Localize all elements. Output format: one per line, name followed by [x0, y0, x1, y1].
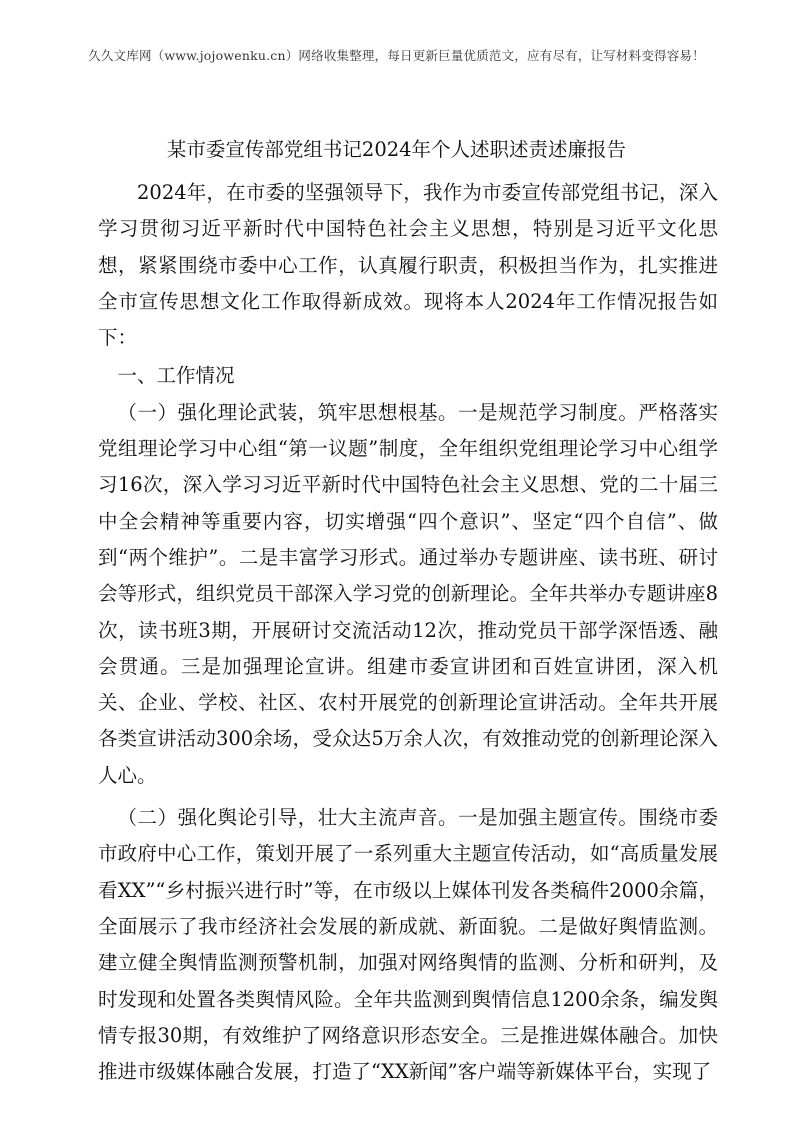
document-title: 某市委宣传部党组书记2024年个人述职述责述廉报告 — [166, 138, 627, 161]
paragraph-public-opinion: （二）强化舆论引导，壮大主流声音。一是加强主题宣传。围绕市委市政府中心工作，策划开展了一系列重大主题宣传活动，如“高质量发展看XX”“乡村振兴进行时”等，在市级以上媒体刊发各类稿件2000余篇，全面展示了我市经济社会发展的新成就、新面貌。二是做好舆情监测。建立健全舆情监测预警机制，加强对网络舆情的监测、分析和研判，及时发现和处置各类舆情风险。全年共监测到舆情信息1200余条，编发舆情专报30期，有效维护了网络意识形态安全。三是推进媒体融合。加快推进市级媒体融合发展，打造了“XX新闻”客户端等新媒体平台，实现了 — [98, 806, 718, 1084]
paragraph-theory-study: （一）强化理论武装，筑牢思想根基。一是规范学习制度。严格落实党组理论学习中心组“第一议题”制度，全年组织党组理论学习中心组学习16次，深入学习习近平新时代中国特色社会主义思想、党的二十届三中全会精神等重要内容，切实增强“四个意识”、坚定“四个自信”、做到“两个维护”。二是丰富学习形式。通过举办专题讲座、读书班、研讨会等形式，组织党员干部深入学习党的创新理论。全年共举办专题讲座8次，读书班3期，开展研讨交流活动12次，推动党员干部学深悟透、融会贯通。三是加强理论宣讲。组建市委宣讲团和百姓宣讲团，深入机关、企业、学校、社区、农村开展党的创新理论宣讲活动。全年共开展各类宣讲活动300余场，受众达5万余人次，有效推动党的创新理论深入人心。 — [98, 400, 718, 787]
section-heading-work-status: 一、工作情况 — [117, 364, 235, 388]
document-body — [98, 175, 718, 1090]
website-header-note: 久久文库网（www.jojowenku.cn）网络收集整理，每日更新巨量优质范文，应有尽有，让写材料变得容易！ — [88, 48, 705, 63]
intro-paragraph: 2024年，在市委的坚强领导下，我作为市委宣传部党组书记，深入学习贯彻习近平新时代中国特色社会主义思想，特别是习近平文化思想，紧紧围绕市委中心工作，认真履行职责，积极担当作为，扎实推进全市宣传思想文化工作取得新成效。现将本人2024年工作情况报告如下： — [98, 181, 718, 350]
